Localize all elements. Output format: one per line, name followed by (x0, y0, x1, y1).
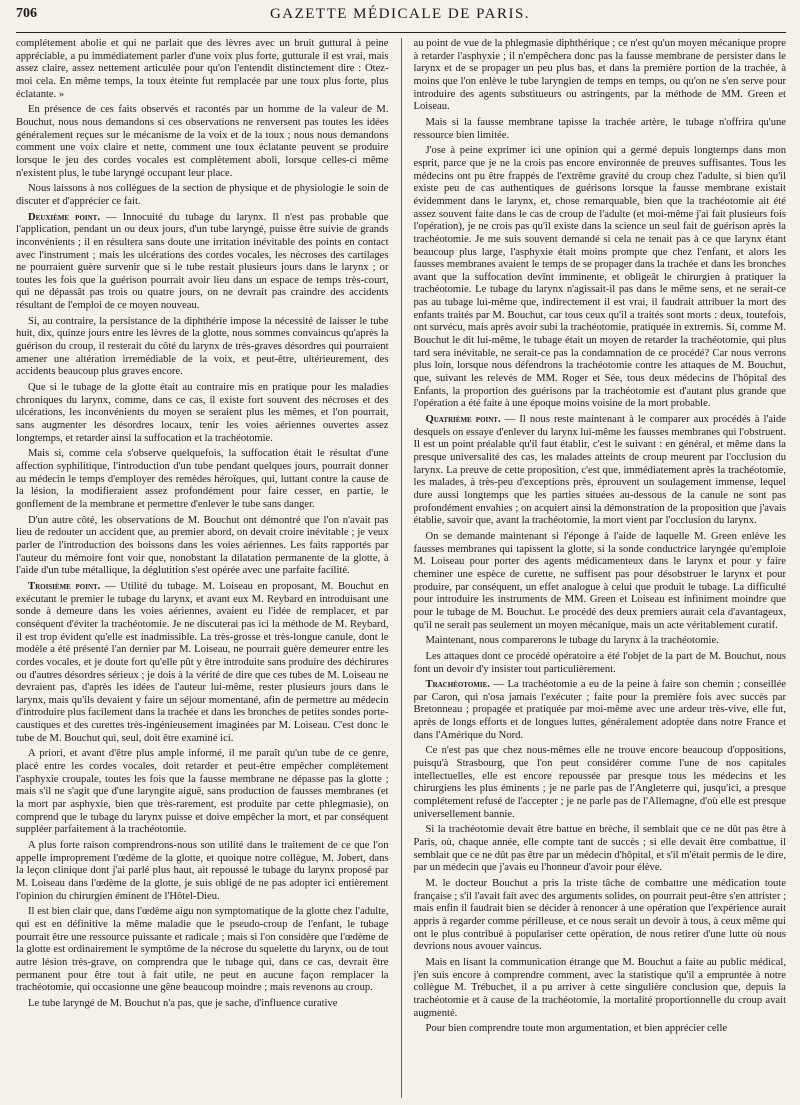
header-rule (16, 32, 786, 33)
paragraph: Pour bien comprendre toute mon argumentation, et bien apprécier celle (425, 1023, 728, 1035)
section-heading: Trachéotomie. (425, 679, 490, 691)
section-text: — La trachéotomie a eu de la peine à faire son chemin ; conseillée par Caron, qui n'osa jamais l'exécuter ; faite pour la première fois avec succès par Bretonneau ; propagée et pratiquée par moi-même avec une ardeur très-vive, elle fut, après de longs efforts et de longues luttes, généralement adoptée dans notre France et dans l'Amérique du Nord. (413, 679, 786, 741)
section-text: — Il nous reste maintenant à le comparer aux procédés à l'aide desquels on essaye d'enlever du larynx lui-même les fausses membranes qui l'obstruent. Il est un point préalable qu'il faut établir, c'est le suivant : en général, et même dans la presque universalité des cas, les malades atteints de croup meurent par l'occlusion du larynx. La preuve de cette proposition, c'est que, immédiatement après la trachéotomie, les malades, à très-peu d'exceptions près, éprouvent un soulagement immense, lequel dure aussi longtemps que les parties situées au-dessous de la canule ne sont pas profondément envahies ; on acquiert ainsi la démonstration de la proposition que j'avais établie, savoir que, avant la trachéotomie, la mort vient par l'occlusion du larynx. (413, 414, 786, 527)
paragraph: Si, au contraire, la persistance de la diphthérie impose la nécessité de laisser le tube huit, dix, quinze jours entre les lèvres de la glotte, nous sommes convaincus qu'après la guérison du croup, il resterait du côté du larynx de très-graves désordres qui pourraient amener une altération irremédiable de la voix, et peut-être, ultérieurement, des accidents beaucoup plus graves encore. (16, 315, 389, 378)
section-heading: Quatrième point. (425, 414, 501, 426)
paragraph: On se demande maintenant si l'éponge à l'aide de laquelle M. Green enlève les fausses membranes qui tapissent la glotte, si la sonde conductrice laryngée qu'emploie M. Loiseau pour porter des agents médicamenteux dans le larynx et pour y faire cheminer une espèce de curette, ne suffisent pas pour désobstruer le larynx et pour produire, par conséquent, un effet analogue à celui que produit le tubage. La difficulté pour introduire les instruments de MM. Green et Loiseau est infiniment moindre que pour le tubage de M. Bouchut. Le procédé des deux premiers aurait cela d'avantageux, qu'il ne serait pas seulement un moyen mécanique, mais un acte véritablement curatif. (413, 530, 786, 631)
paragraph: Le tube laryngé de M. Bouchut n'a pas, que je sache, d'influence curative (28, 997, 338, 1009)
section-text: — Utilité du tubage. M. Loiseau en proposant, M. Bouchut en exécutant le premier le tubage du larynx, et avant eux M. Reybard en introduisant une sonde à demeure dans les voies aériennes, avaient eu l'idée de remplacer, et par conséquent d'éviter la trachéotomie. Je ne discuterai pas ici la méthode de M. Reybard, il est trop évident qu'elle est inadmissible. La très-grosse et très-longue canule, dont le modèle a été présenté l'an dernier par M. Loiseau, ne pourrait guère demeurer entre les cordes vocales, et je doute fort qu'elle pût y être introduite sans produire des déchirures ou d'autres désordres sérieux ; je dois à la vérité de dire que ces tubes de M. Loiseau ne devraient pas, d'après les idées de l'auteur lui-même, rester plusieurs jours dans le larynx, mais qu'ils devaient y faire un séjour momentané, afin de permettre au médecin d'introduire plus facilement dans la trachée et dans les bronches de petites sondes porte-caustiques et des curettes très-ingénieusement imaginées par M. Loiseau. C'est donc le tube de M. Bouchut qui, seul, doit être examiné ici. (16, 580, 389, 744)
paragraph: Il est bien clair que, dans l'œdème aigu non symptomatique de la glotte chez l'adulte, qui est en définitive la même maladie que le pseudo-croup de l'enfant, le tubage pourrait être une ressource puissante et radicale ; mais si l'on considère que l'œdème de la glotte est ordinairement le symptôme de la nécrose du squelette du larynx, ou de tout autre lésion très-grave, on comprendra que le tubage qui, dans ce cas, devrait être permanent pour être tout à fait utile, ne peut en aucune façon remplacer la trachéotomie, qui occasionne une gêne beaucoup moindre ; mais revenons au croup. (16, 906, 389, 994)
paragraph: A plus forte raison comprendrons-nous son utilité dans le traitement de ce que l'on appelle improprement l'œdème de la glotte, et quoique notre collègue, M. Jobert, dans la leçon clinique dont j'ai parlé plus haut, ait repoussé le tubage du larynx proposé par M. Loiseau dans l'œdème de la glotte, je suis obligé de ne pas adopter ici entièrement l'opinion du chirurgien éminent de l'Hôtel-Dieu. (16, 840, 389, 902)
section-heading: Troisième point. (28, 580, 101, 592)
paragraph: au point de vue de la phlegmasie diphthérique ; ce n'est qu'un moyen mécanique propre à retarder l'asphyxie ; il n'empêchera donc pas la fausse membrane de persister dans le larynx et de se propager un peu plus bas, et dans la première portion de la trachée, à moins que l'on enlève le tube laryngien de temps en temps, ou qu'on ne s'en serve pour introduire des agents substitueurs ou astringents, par la méthode de MM. Green et Loiseau. (413, 38, 786, 113)
paragraph: Mais si la fausse membrane tapisse la trachée artère, le tubage n'offrira qu'une ressource bien limitée. (413, 116, 786, 141)
paragraph (16, 581, 389, 746)
paragraph: Que si le tubage de la glotte était au contraire mis en pratique pour les maladies chroniques du larynx, comme, dans ce cas, il existe fort souvent des nécroses et des ulcérations, les inconvénients du moyen se seraient plus les mêmes, et l'on pourrait, sans augmenter les désordres locaux, tenir les voies aériennes ouvertes assez longtemps, et retarder ainsi la suffocation et la trachéotomie. (16, 382, 389, 444)
paragraph: Mais en lisant la communication étrange que M. Bouchut a faite au public médical, j'en suis encore à comprendre comment, avec la statistique qu'il a empruntée à notre collègue M. Trébuchet, il a pu arriver à cette singulière conclusion que, depuis la trachéotomie et à cause de la trachéotomie, la mortalité proportionnelle du croup avait augmenté. (413, 956, 786, 1019)
section-heading: Deuxième point. (28, 211, 100, 223)
journal-title: GAZETTE MÉDICALE DE PARIS. (269, 6, 531, 22)
right-column (414, 38, 787, 1098)
paragraph: Nous laissons à nos collègues de la section de physique et de physiologie le soin de discuter et d'apprécier ce fait. (16, 183, 389, 207)
page-header (16, 6, 786, 32)
section-text: — Innocuité du tubage du larynx. Il n'est pas probable que l'application, pendant un ou deux jours, d'un tube laryngé, puisse être suivie de grands inconvénients ; il en résultera sans doute une irritation inévitable des points en contact avec l'instrument ; mais les ulcérations des cordes vocales, les nécroses des cartilages ne pourraient guère survenir que si le tube restait plusieurs jours dans le larynx ; or toutes les fois que la guérison pourrait avoir lieu dans un espace de temps très-court, qui ne dépassât pas trois ou quatre jours, on ne devrait pas craindre des accidents résultant de l'emploi de ce moyen nouveau. (16, 211, 389, 312)
paragraph: J'ose à peine exprimer ici une opinion qui a germé depuis longtemps dans mon esprit, parce que je ne la crois pas encore environnée de preuves suffisantes. Tous les médecins ont pu être frappés de l'extrême gravité du croup chez l'adulte, si bien qu'il existe peu de cas authentiques de guérisons lorsque la fausse membrane existait évidemment dans le larynx, et, chose remarquable, bien que la trachéotomie ait été assez souvent faite dans le cas de croup de l'adulte (et moi-même j'ai fait plusieurs fois l'opération), je ne crois pas qu'il existe dans la science un seul fait de guérison après la trachéotomie. Je me suis souvent demandé si cela ne tenait pas à ce que larynx étant beaucoup plus large, l'asphyxie était moins prompte que chez l'enfant, et alors les fausses membranes avaient le temps de se propager dans la trachée et dans les bronches avant que la suffocation devînt imminente, et obligeât le chirurgien à pratiquer la trachéotomie. Le tubage du larynx n'agissait-il pas dans le même sens, et ne serait-ce pas au tubage lui-même que, indirectement il est vrai, il faudrait attribuer la mort des enfants traités par M. Bouchut, car tous ceux qu'il a traités sont morts : deux, toutefois, ont survécu, mais après avoir subi la trachéotomie, pratiquée in extremis. Si, comme M. Bouchut le dit lui-même, le tubage était un moyen de retarder la trachéotomie, qui plus tard sera inévitable, ne serait-ce pas la condamnation de ce procédé? Car nous verrons plus loin, lorsque nous défendrons la trachéotomie contre les attaques de M. Bouchut, que, suivant les relevés de MM. Roger et Sée, tous deux médecins de l'hôpital des Enfants, la proportion des guérisons par la trachéotomie est d'autant plus grande que l'opération a été faite à une époque moins voisine de la mort probable. (413, 145, 786, 410)
left-column (16, 38, 389, 1098)
paragraph: D'un autre côté, les observations de M. Bouchut ont démontré que l'on n'avait pas lieu de redouter un accident que, au premier abord, on devait croire inévitable ; je veux parler de l'introduction des boissons dans les voies aériennes. Les faits rapportés par l'auteur du mémoire font voir que, nonobstant la dilatation permanente de la glotte, à l'aide d'un tube métallique, la déglutition s'est opérée avec une parfaite facilité. (16, 514, 389, 577)
paragraph: Ce n'est pas que chez nous-mêmes elle ne trouve encore beaucoup d'oppositions, puisqu'à Strasbourg, que l'on peut considérer comme l'une de nos capitales intellectuelles, elle est encore repoussée par presque tous les médecins et les chirurgiens les plus éminents ; je ne parle pas de l'Angleterre qui, jusqu'ici, a presque complétement refusé de l'accepter ; je ne parle pas de l'Allemagne, d'où elle est presque universellement bannie. (413, 745, 786, 820)
paragraph: A priori, et avant d'être plus ample informé, il me paraît qu'un tube de ce genre, placé entre les cordes vocales, doit retarder et peut-être empêcher complétement l'asphyxie croupale, toutes les fois que la fausse membrane ne dépasse pas la glotte ; mais s'il ne s'agit que d'une laryngite aiguë, sans production de fausses membranes (et la mort par asphyxie, bien que très-rarement, est produite par cette phlegmasie), on comprend que le tubage du larynx puisse et doive empêcher la mort, et par conséquent suppléer parfaitement à la trachéotomie. (16, 748, 389, 836)
paragraph: Mais si, comme cela s'observe quelquefois, la suffocation était le résultat d'une affection syphilitique, l'introduction d'un tube pendant quelques jours, pourrait donner au médecin le temps d'employer des remèdes héroïques, qui, luttant contre la cause de la lésion, la modifieraient assez profondément pour faire cesser, en partie, le gonflement de la membrane et permettre d'enlever le tube sans danger. (16, 448, 389, 510)
paragraph: Maintenant, nous comparerons le tubage du larynx à la trachéotomie. (425, 635, 719, 647)
paragraph: Si la trachéotomie devait être battue en brèche, il semblait que ce ne dût pas être à Paris, où, chaque année, elle compte tant de succès ; si elle devait être combattue, il semblait que ce ne dût pas être par un médecin d'hôpital, et s'il m'était permis de le dire, par un médecin que j'avais eu l'honneur d'avoir pour élève. (413, 824, 786, 874)
paragraph: Les attaques dont ce procédé opératoire a été l'objet de la part de M. Bouchut, nous font un devoir d'y insister tout particulièrement. (413, 650, 786, 675)
paragraph (414, 414, 787, 528)
page-number: 706 (16, 6, 37, 21)
paragraph (414, 679, 787, 742)
paragraph: En présence de ces faits observés et racontés par un homme de la valeur de M. Bouchut, nous nous demandons si ces observations ne renversent pas toutes les idées généralement reçues sur le mécanisme de la voix et de la toux ; nous nous demandons comment une voix claire et nette, comment une toux éclatante peuvent se produire lorsque le jeu des cordes vocales est complètement aboli, lorsque celles-ci même n'existent plus, le tube laryngé occupant leur place. (16, 104, 389, 179)
paragraph: M. le docteur Bouchut a pris la triste tâche de combattre une médication toute française ; s'il l'avait fait avec des arguments solides, on pourrait peut-être s'en attrister ; mais enfin il faudrait bien se décider à renoncer à une opération que l'expérience aurait appris à regarder comme périlleuse, et ce nous serait un devoir à tous, à ceux même qui ont le plus contribué à populariser cette opération, de nous retirer d'une lutte où nous devrions nous avouer vaincus. (413, 878, 786, 953)
column-divider (401, 38, 402, 1098)
text-columns (16, 38, 786, 1098)
paragraph (16, 212, 389, 313)
paragraph: complétement abolie et qui ne parlait que des lèvres avec un bruit guttural à peine appréciable, a pu immédiatement parler d'une voix plus forte, gutturale il est vrai, mais assez claire, assez nettement articulée pour qu'on l'entendit distinctement dire : Otez-moi cela. En même temps, la toux éteinte fut remplacée par une toux plus forte, plus éclatante. » (16, 38, 389, 100)
